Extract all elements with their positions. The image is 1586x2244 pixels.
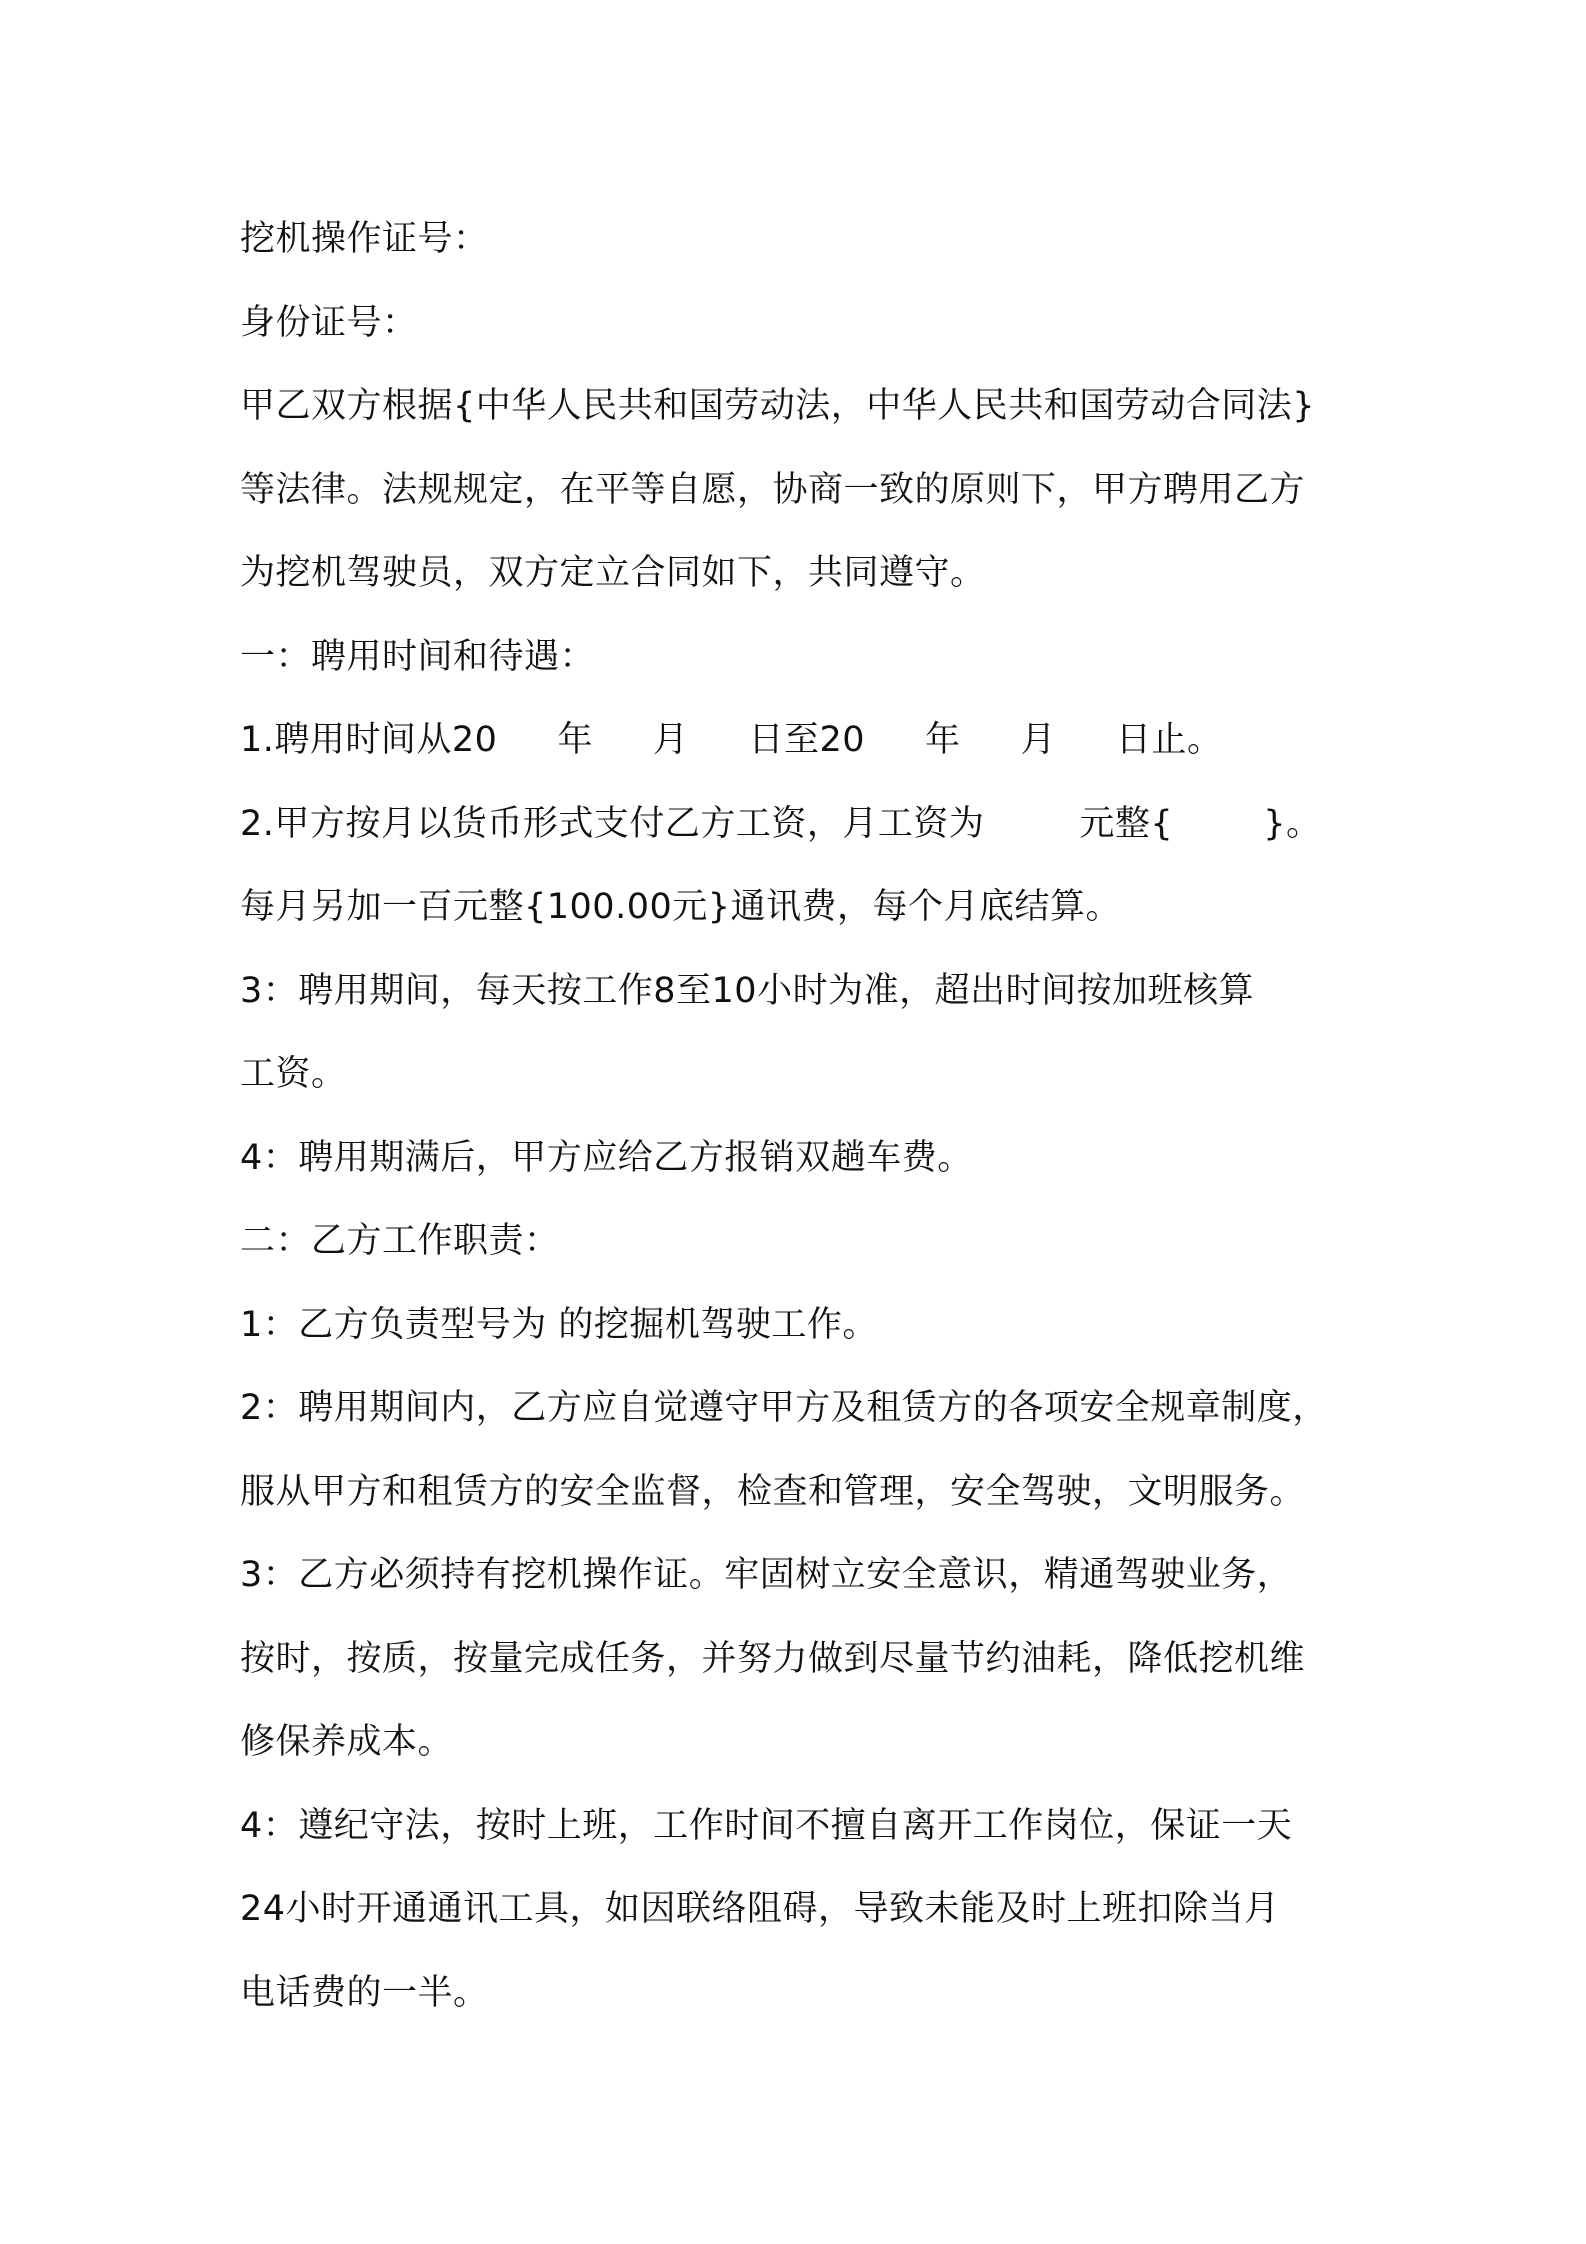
term-month-label: 月 bbox=[652, 720, 689, 760]
excavator-license-line: 挖机操作证号： bbox=[240, 219, 489, 259]
paragraph-line: 3：乙方必须持有挖机操作证。牢固树立安全意识，精通驾驶业务， bbox=[240, 1555, 1293, 1595]
term-start-text: 1.聘用时间从20 bbox=[240, 720, 498, 760]
id-number-line: 身份证号： bbox=[240, 302, 418, 343]
paragraph-line: 4：遵纪守法，按时上班，工作时间不擅自离开工作岗位，保证一天 bbox=[240, 1805, 1293, 1846]
paragraph-line: 服从甲方和租赁方的安全监督，检查和管理，安全驾驶，文明服务。 bbox=[240, 1471, 1306, 1512]
paragraph-line: 电话费的一半。 bbox=[240, 1972, 489, 2013]
employment-term-line bbox=[240, 699, 1390, 783]
term-year-label: 年 bbox=[557, 720, 593, 760]
paragraph-line: 等法律。法规规定，在平等自愿，协商一致的原则下，甲方聘用乙方 bbox=[240, 469, 1306, 510]
paragraph-line: 4：聘用期满后，甲方应给乙方报销双趟车费。 bbox=[240, 1137, 973, 1178]
salary-amount-close: }。 bbox=[1263, 803, 1322, 844]
term-end-year-label: 年 bbox=[925, 720, 961, 760]
section-heading-employment: 一：聘用时间和待遇： bbox=[240, 636, 596, 677]
paragraph-line: 24小时开通通讯工具，如因联络阻碍，导致未能及时上班扣除当月 bbox=[240, 1889, 1280, 1929]
salary-text: 2.甲方按月以货币形式支付乙方工资，月工资为 bbox=[240, 803, 985, 844]
term-end-month-label: 月 bbox=[1020, 720, 1057, 760]
paragraph-line: 工资。 bbox=[240, 1054, 347, 1094]
paragraph-line: 甲乙双方根据{中华人民共和国劳动法，中华人民共和国劳动合同法} bbox=[240, 386, 1316, 426]
paragraph-line: 每月另加一百元整{100.00元}通讯费，每个月底结算。 bbox=[240, 887, 1122, 927]
term-end-day-text: 日止。 bbox=[1116, 720, 1223, 760]
paragraph-line: 修保养成本。 bbox=[240, 1722, 454, 1762]
paragraph-line: 按时，按质，按量完成任务，并努力做到尽量节约油耗，降低挖机维 bbox=[240, 1638, 1306, 1679]
paragraph-line: 1：乙方负责型号为 的挖掘机驾驶工作。 bbox=[240, 1304, 878, 1345]
term-day-to-text: 日至20 bbox=[748, 720, 866, 760]
paragraph-line: 3：聘用期间，每天按工作8至10小时为准，超出时间按加班核算 bbox=[240, 970, 1255, 1011]
salary-line bbox=[240, 783, 1390, 867]
section-heading-duties: 二：乙方工作职责： bbox=[240, 1221, 560, 1261]
paragraph-line: 2：聘用期间内，乙方应自觉遵守甲方及租赁方的各项安全规章制度， bbox=[240, 1388, 1328, 1428]
document-body bbox=[240, 198, 1390, 2035]
salary-amount-label: 元整{ bbox=[1079, 803, 1174, 844]
paragraph-line: 为挖机驾驶员，双方定立合同如下，共同遵守。 bbox=[240, 553, 986, 593]
